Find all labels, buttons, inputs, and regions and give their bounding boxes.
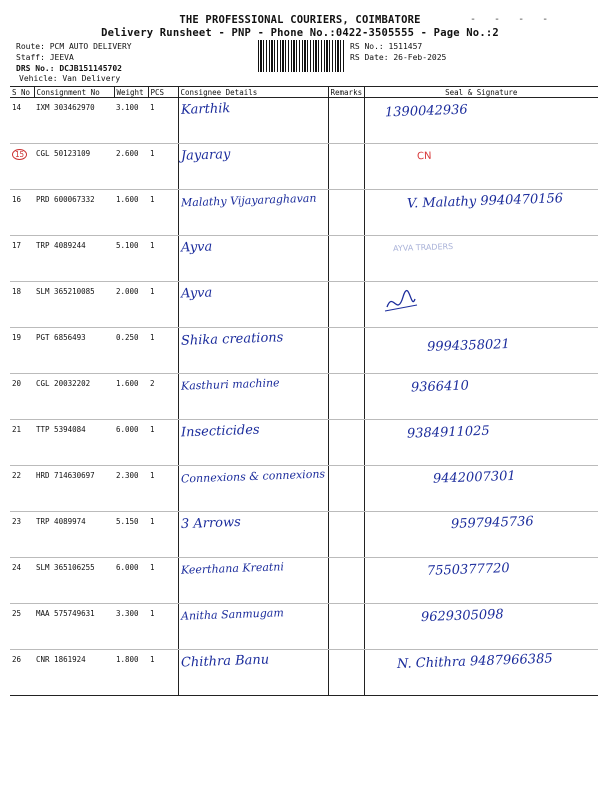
table-row	[10, 190, 598, 236]
col-consignee-header: Consignee Details	[178, 87, 328, 98]
row-consignment: MAA 575749631	[34, 604, 114, 650]
row-remarks	[328, 420, 364, 466]
row-weight: 2.000	[114, 282, 148, 328]
row-sno: 19	[10, 328, 34, 374]
row-sno: 14	[10, 98, 34, 144]
row-sno: 26	[10, 650, 34, 696]
table-row	[10, 144, 598, 190]
row-consignee: Insecticides	[180, 422, 260, 441]
row-pcs: 1	[148, 190, 178, 236]
row-pcs: 1	[148, 328, 178, 374]
col-signature-header: Seal & Signature	[364, 87, 598, 98]
row-pcs: 1	[148, 650, 178, 696]
row-signature: 9442007301	[432, 468, 516, 487]
row-consignment: SLM 365106255	[34, 558, 114, 604]
row-remarks	[328, 98, 364, 144]
row-pcs: 1	[148, 558, 178, 604]
row-weight: 3.300	[114, 604, 148, 650]
row-weight: 6.000	[114, 558, 148, 604]
document-title: THE PROFESSIONAL COURIERS, COIMBATORE	[179, 14, 421, 26]
row-consignment: PGT 6856493	[34, 328, 114, 374]
table-row	[10, 236, 598, 282]
row-signature: N. Chithra 9487966385	[396, 651, 553, 672]
row-remarks	[328, 558, 364, 604]
row-weight: 5.150	[114, 512, 148, 558]
table-row	[10, 466, 598, 512]
row-consignee: Ayva	[180, 285, 213, 302]
row-consignee: Karthik	[180, 101, 231, 118]
row-pcs: 1	[148, 236, 178, 282]
table-row	[10, 420, 598, 466]
row-signature: AYVA TRADERS	[392, 242, 453, 254]
col-weight-header: Weight	[114, 87, 148, 98]
row-weight: 2.300	[114, 466, 148, 512]
row-signature: 9597945736	[450, 514, 534, 533]
row-signature: 7550377720	[426, 561, 510, 579]
corner-mark: - - - -	[470, 14, 555, 25]
table-row	[10, 650, 598, 696]
row-consignment: PRD 600067332	[34, 190, 114, 236]
table-row	[10, 98, 598, 144]
row-weight: 5.100	[114, 236, 148, 282]
row-sno: 21	[10, 420, 34, 466]
row-weight: 2.600	[114, 144, 148, 190]
col-sno-header: S No	[10, 87, 34, 98]
document-subtitle: Delivery Runsheet - PNP - Phone No.:0422-3505555 - Page No.:2	[101, 27, 499, 39]
row-pcs: 1	[148, 512, 178, 558]
row-signature: 9366410	[410, 378, 469, 396]
row-remarks	[328, 144, 364, 190]
table-row	[10, 374, 598, 420]
row-sno: 18	[10, 282, 34, 328]
row-pcs: 1	[148, 466, 178, 512]
row-sno: 22	[10, 466, 34, 512]
row-signature: 1390042936	[384, 102, 468, 121]
row-weight: 3.100	[114, 98, 148, 144]
vehicle-label: Vehicle: Van Delivery	[19, 74, 121, 83]
row-sno: 24	[10, 558, 34, 604]
row-consignment: HRD 714630697	[34, 466, 114, 512]
row-remarks	[328, 328, 364, 374]
row-weight: 1.800	[114, 650, 148, 696]
row-pcs: 1	[148, 420, 178, 466]
row-signature: V. Malathy 9940470156	[406, 191, 563, 212]
row-weight: 0.250	[114, 328, 148, 374]
col-consignment-header: Consignment No	[34, 87, 114, 98]
table-row	[10, 512, 598, 558]
table-row	[10, 282, 598, 328]
row-pcs: 1	[148, 604, 178, 650]
row-remarks	[328, 512, 364, 558]
row-consignee: 3 Arrows	[180, 514, 241, 533]
col-pcs-header: PCS	[148, 87, 178, 98]
row-consignee: Keerthana Kreatni	[180, 560, 284, 577]
row-consignment: SLM 365210085	[34, 282, 114, 328]
row-signature: 9629305098	[420, 607, 504, 626]
row-pcs: 2	[148, 374, 178, 420]
row-consignment: TRP 4089974	[34, 512, 114, 558]
rs-date: RS Date: 26-Feb-2025	[350, 53, 447, 62]
row-remarks	[328, 466, 364, 512]
row-pcs: 1	[148, 144, 178, 190]
row-weight: 6.000	[114, 420, 148, 466]
row-sno: 20	[10, 374, 34, 420]
row-signature: 9994358021	[426, 337, 510, 355]
row-consignee: Shika creations	[180, 330, 284, 349]
signature-scribble-icon	[367, 287, 427, 319]
row-consignment: CNR 1861924	[34, 650, 114, 696]
table-row	[10, 558, 598, 604]
row-consignment: TTP 5394084	[34, 420, 114, 466]
row-consignee: Anitha Sanmugam	[180, 606, 284, 623]
row-consignee: Jayaray	[180, 147, 231, 164]
row-consignee: Kasthuri machine	[180, 376, 280, 393]
row-consignment: TRP 4089244	[34, 236, 114, 282]
row-sno: 16	[10, 190, 34, 236]
row-consignee: Connexions & connexions	[180, 467, 325, 486]
row-sno: 15	[12, 149, 27, 160]
table-row	[10, 604, 598, 650]
row-consignee: Chithra Banu	[180, 652, 269, 671]
row-consignee: Ayva	[180, 239, 213, 256]
row-signature: CN	[416, 150, 432, 163]
table-header-row	[10, 87, 598, 98]
row-sno: 25	[10, 604, 34, 650]
row-consignment: IXM 303462970	[34, 98, 114, 144]
staff-label: Staff: JEEVA	[16, 53, 74, 62]
row-consignment: CGL 50123109	[34, 144, 114, 190]
row-remarks	[328, 650, 364, 696]
table-row	[10, 328, 598, 374]
route-label: Route: PCM AUTO DELIVERY	[16, 42, 132, 51]
row-sno: 23	[10, 512, 34, 558]
row-weight: 1.600	[114, 190, 148, 236]
row-consignment: CGL 20032202	[34, 374, 114, 420]
col-remarks-header: Remarks	[328, 87, 364, 98]
row-remarks	[328, 236, 364, 282]
row-weight: 1.600	[114, 374, 148, 420]
row-remarks	[328, 604, 364, 650]
drs-number: DRS No.: DCJB151145702	[16, 64, 122, 73]
runsheet-table	[10, 86, 598, 696]
row-pcs: 1	[148, 282, 178, 328]
row-remarks	[328, 282, 364, 328]
rs-number: RS No.: 1511457	[350, 42, 423, 51]
row-consignee: Malathy Vijayaraghavan	[180, 191, 317, 210]
row-remarks	[328, 374, 364, 420]
barcode-image	[258, 40, 344, 72]
row-signature: 9384911025	[406, 423, 490, 442]
row-sno: 17	[10, 236, 34, 282]
row-remarks	[328, 190, 364, 236]
row-pcs: 1	[148, 98, 178, 144]
